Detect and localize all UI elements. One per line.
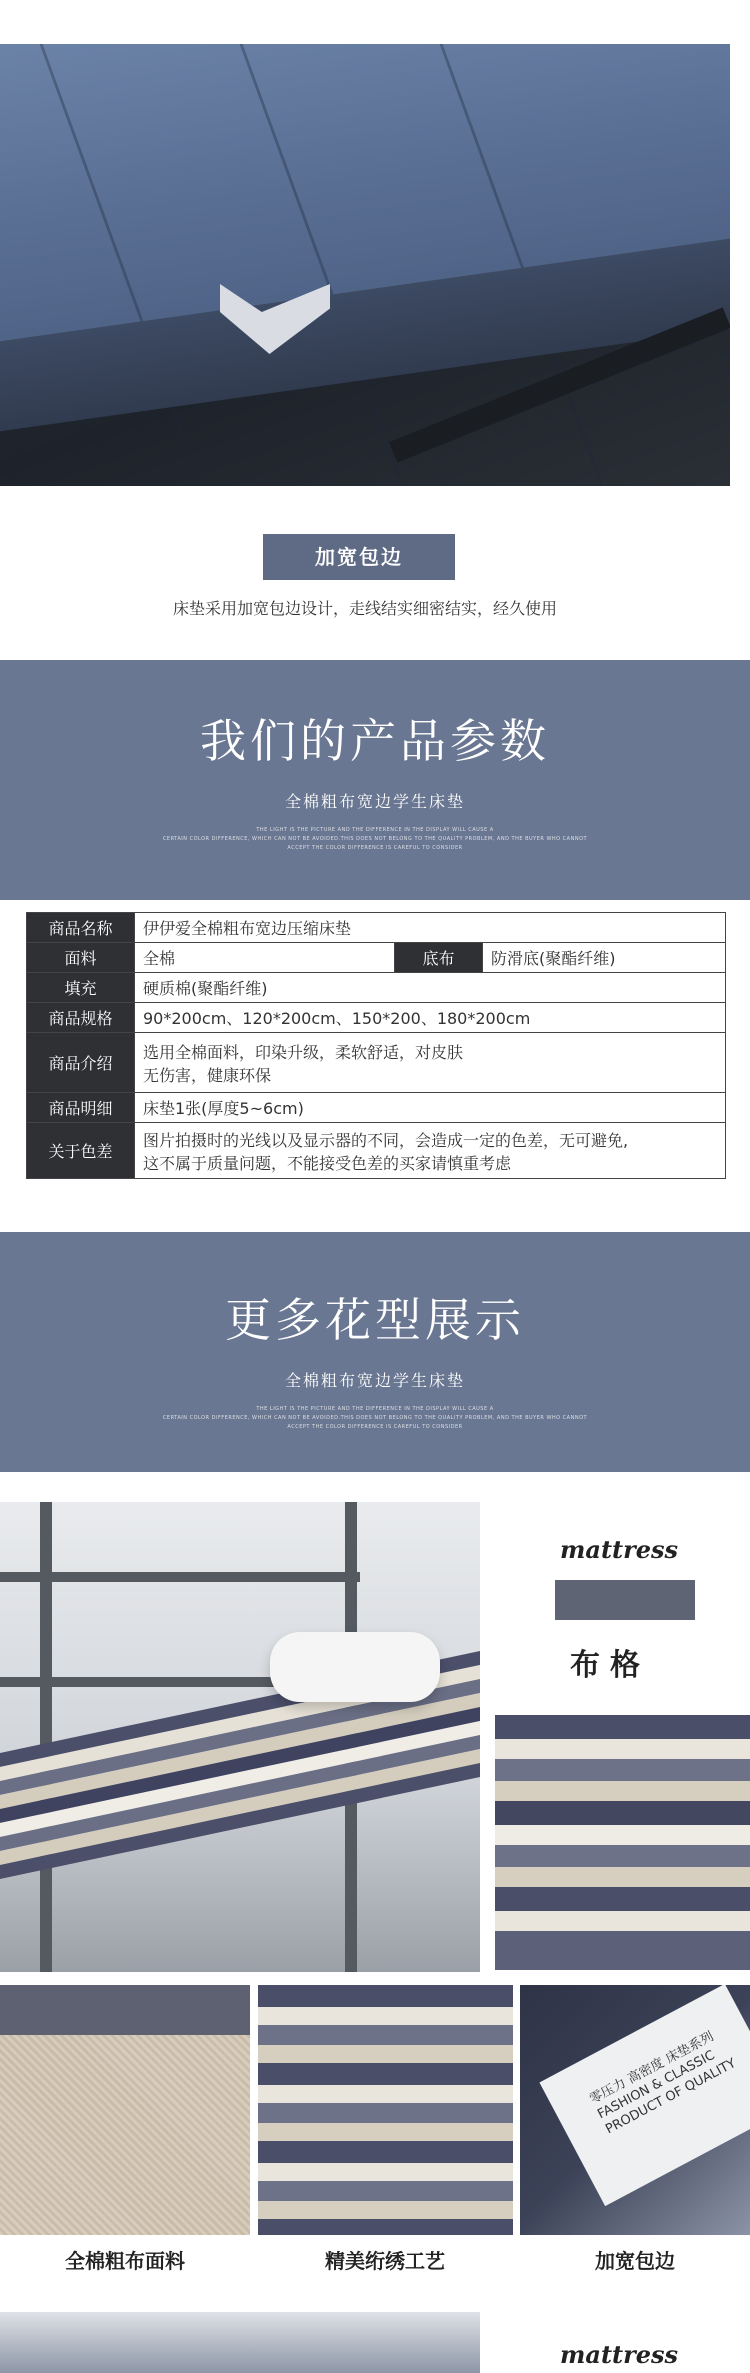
- spec-table: [26, 912, 726, 1179]
- product-label-text: 零压力 高密度 床垫系列 FASHION & CLASSIC PRODUCT OF QUALITY: [587, 2029, 739, 2138]
- section-title: 我们的产品参数: [200, 714, 550, 768]
- caption-quilting: 精美绗绣工艺: [325, 2249, 445, 2273]
- table-row: [27, 973, 726, 1003]
- spec-value: 防滑底(聚酯纤维): [483, 943, 726, 973]
- fine-print: THE LIGHT IS THE PICTURE AND THE DIFFERENCE IN THE DISPLAY WILL CAUSE A CERTAIN COLOR DIFFERENCE, WHICH CAN NOT BE AVOIDED.THIS DOES NOT BELONG TO THE QUALITY PROBLEM, AND THE BUYER WHO CANNOT ACCEPT THE COLOR DIFFERENCE IS CAREFUL TO CONSIDER: [162, 1406, 588, 1430]
- spec-label: 商品规格: [27, 1003, 135, 1033]
- rolled-mattress-photo: [495, 1715, 750, 1970]
- fine-print: THE LIGHT IS THE PICTURE AND THE DIFFERENCE IN THE DISPLAY WILL CAUSE A CERTAIN COLOR DIFFERENCE, WHICH CAN NOT BE AVOIDED.THIS DOES NOT BELONG TO THE QUALITY PROBLEM, AND THE BUYER WHO CANNOT ACCEPT THE COLOR DIFFERENCE IS CAREFUL TO CONSIDER: [162, 827, 588, 851]
- bunk-bed-photo: [0, 1502, 480, 1972]
- table-row: [27, 913, 726, 943]
- spec-label: 填充: [27, 973, 135, 1003]
- spec-value: 选用全棉面料，印染升级，柔软舒适，对皮肤 无伤害，健康环保: [135, 1033, 726, 1093]
- spec-value: 90*200cm、120*200cm、150*200、180*200cm: [135, 1003, 726, 1033]
- spec-value: 全棉: [135, 943, 395, 973]
- section-subtitle: 全棉粗布宽边学生床垫: [284, 792, 465, 811]
- spec-label: 商品介绍: [27, 1033, 135, 1093]
- spec-value: 伊伊爱全棉粗布宽边压缩床垫: [135, 913, 726, 943]
- pattern-name: 布格: [570, 1648, 650, 1683]
- edge-description: 床垫采用加宽包边设计，走线结实细密结实，经久使用: [172, 599, 557, 618]
- pattern-color-bar: [555, 1580, 695, 1620]
- spec-label: 商品明细: [27, 1093, 135, 1123]
- spec-label: 面料: [27, 943, 135, 973]
- spec-value: 图片拍摄时的光线以及显示器的不同，会造成一定的色差，无可避免, 这不属于质量问题，不能接受色差的买家请慎重考虑: [135, 1123, 726, 1179]
- wide-edge-photo: [520, 1985, 750, 2235]
- mattress-word: mattress: [560, 2340, 679, 2369]
- spec-value: 床垫1张(厚度5~6cm): [135, 1093, 726, 1123]
- mattress-word: mattress: [560, 1535, 679, 1564]
- spec-label: 底布: [395, 943, 483, 973]
- spec-label: 商品名称: [27, 913, 135, 943]
- caption-edge: 加宽包边: [595, 2249, 675, 2273]
- params-section-header: [0, 660, 750, 900]
- table-row: [27, 1093, 726, 1123]
- caption-fabric: 全棉粗布面料: [65, 2249, 185, 2273]
- section-title: 更多花型展示: [225, 1293, 525, 1347]
- spec-label: 关于色差: [27, 1123, 135, 1179]
- spec-value: 硬质棉(聚酯纤维): [135, 973, 726, 1003]
- edge-tag: 加宽包边: [263, 534, 455, 580]
- patterns-section-header: [0, 1232, 750, 1472]
- pillow: [270, 1632, 440, 1702]
- bed-rail: [0, 1572, 360, 1582]
- hero-mattress-photo: [0, 44, 730, 486]
- section-subtitle: 全棉粗布宽边学生床垫: [284, 1371, 465, 1390]
- cotton-fabric-photo: [0, 1985, 250, 2235]
- table-row: [27, 1123, 726, 1179]
- quilting-photo: [258, 1985, 513, 2235]
- table-row: [27, 943, 726, 973]
- table-row: [27, 1033, 726, 1093]
- next-bunk-bed-photo: [0, 2312, 480, 2373]
- table-row: [27, 1003, 726, 1033]
